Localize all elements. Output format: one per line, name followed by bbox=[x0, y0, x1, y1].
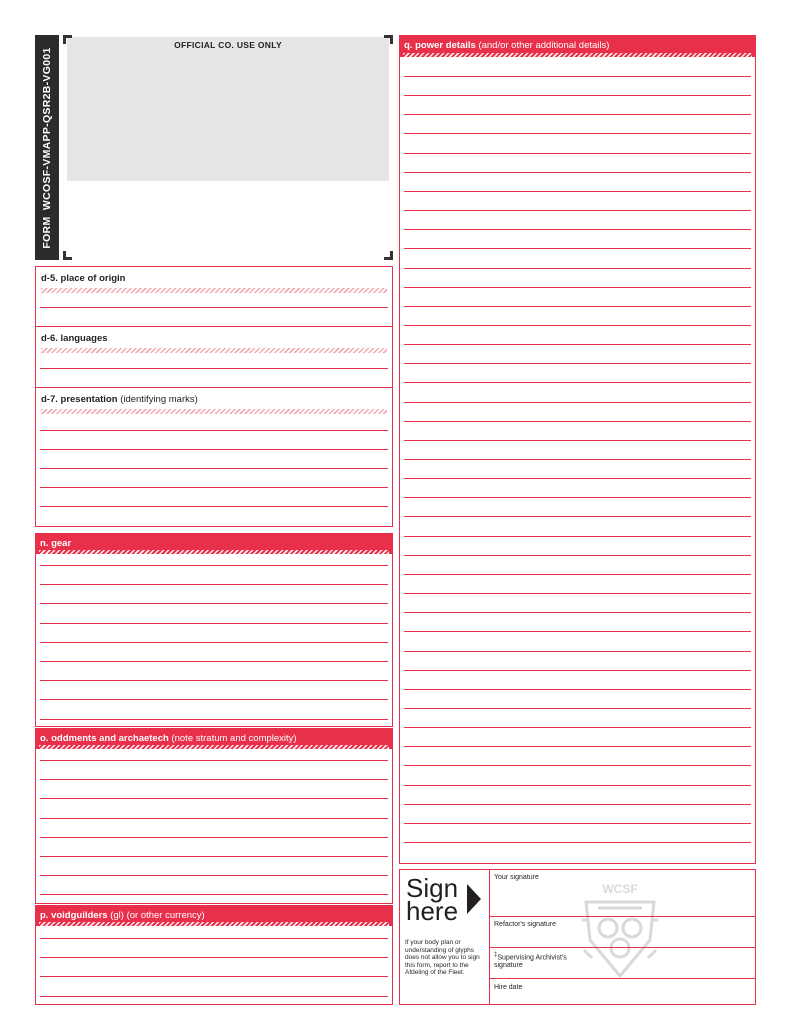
write-line[interactable] bbox=[404, 536, 751, 537]
form-id-code: WCOSF-VMAPP-QSR2B-VG001 bbox=[41, 46, 53, 210]
supervising-signature-text: Supervising Archivist's signature bbox=[494, 954, 567, 970]
write-line[interactable] bbox=[404, 191, 751, 192]
write-line[interactable] bbox=[40, 760, 388, 761]
oddments-note: (note stratum and complexity) bbox=[171, 733, 297, 744]
write-line[interactable] bbox=[40, 449, 388, 450]
write-line[interactable] bbox=[404, 306, 751, 307]
write-line[interactable] bbox=[404, 670, 751, 671]
hatch-strip bbox=[41, 348, 387, 353]
wcsf-emblem-icon bbox=[578, 880, 662, 990]
form-id-text bbox=[41, 47, 53, 248]
write-line[interactable] bbox=[404, 842, 751, 843]
write-line[interactable] bbox=[40, 468, 388, 469]
write-line[interactable] bbox=[404, 631, 751, 632]
write-line[interactable] bbox=[40, 307, 388, 308]
write-line[interactable] bbox=[404, 76, 751, 77]
place-of-origin-label-text: d-5. place of origin bbox=[41, 273, 126, 284]
voidguilders-note: (gl) (or other currency) bbox=[110, 910, 205, 921]
write-line[interactable] bbox=[404, 651, 751, 652]
sign-divider bbox=[489, 870, 490, 1004]
write-line[interactable] bbox=[404, 382, 751, 383]
languages-section bbox=[35, 326, 393, 388]
write-line[interactable] bbox=[40, 603, 388, 604]
presentation-note: (identifying marks) bbox=[120, 394, 198, 405]
write-line[interactable] bbox=[40, 487, 388, 488]
form-id-tab bbox=[35, 35, 59, 260]
write-line[interactable] bbox=[404, 402, 751, 403]
write-line[interactable] bbox=[40, 584, 388, 585]
write-line[interactable] bbox=[404, 172, 751, 173]
write-line[interactable] bbox=[404, 555, 751, 556]
arrow-right-icon bbox=[467, 884, 481, 914]
power-details-header bbox=[399, 35, 756, 57]
write-line[interactable] bbox=[404, 153, 751, 154]
gear-lined-area bbox=[35, 554, 393, 727]
emblem-text: WCSF bbox=[602, 882, 638, 896]
oddments-label: o. oddments and archaetech bbox=[40, 733, 169, 744]
place-of-origin-label bbox=[41, 273, 125, 284]
your-signature-label: Your signature bbox=[494, 874, 539, 881]
write-line[interactable] bbox=[404, 459, 751, 460]
supervising-mark: ‡ bbox=[494, 952, 498, 958]
write-line[interactable] bbox=[40, 837, 388, 838]
write-line[interactable] bbox=[404, 574, 751, 575]
gear-label: n. gear bbox=[40, 538, 72, 549]
write-line[interactable] bbox=[404, 516, 751, 517]
write-line[interactable] bbox=[40, 798, 388, 799]
write-line[interactable] bbox=[404, 478, 751, 479]
write-line[interactable] bbox=[404, 133, 751, 134]
official-use-title: OFFICIAL CO. USE ONLY bbox=[174, 40, 282, 50]
write-line[interactable] bbox=[40, 875, 388, 876]
write-line[interactable] bbox=[404, 746, 751, 747]
write-line[interactable] bbox=[40, 996, 388, 997]
power-details-label: q. power details bbox=[404, 40, 476, 51]
write-line[interactable] bbox=[404, 497, 751, 498]
official-use-contents bbox=[63, 35, 393, 260]
form-id-prefix: FORM bbox=[41, 216, 53, 249]
write-line[interactable] bbox=[404, 785, 751, 786]
write-line[interactable] bbox=[40, 957, 388, 958]
write-line[interactable] bbox=[404, 823, 751, 824]
voidguilders-label: p. voidguilders bbox=[40, 910, 108, 921]
write-line[interactable] bbox=[40, 661, 388, 662]
hire-date-label: Hire date bbox=[494, 984, 523, 991]
presentation-label-text: d-7. presentation bbox=[41, 394, 118, 405]
write-line[interactable] bbox=[40, 368, 388, 369]
sign-word: Sign bbox=[406, 873, 459, 903]
write-line[interactable] bbox=[404, 287, 751, 288]
write-line[interactable] bbox=[404, 689, 751, 690]
presentation-label bbox=[41, 394, 198, 405]
write-line[interactable] bbox=[40, 976, 388, 977]
write-line[interactable] bbox=[40, 623, 388, 624]
supervising-signature-label bbox=[494, 951, 589, 970]
write-line[interactable] bbox=[404, 229, 751, 230]
write-line[interactable] bbox=[404, 114, 751, 115]
write-line[interactable] bbox=[40, 680, 388, 681]
write-line[interactable] bbox=[404, 210, 751, 211]
write-line[interactable] bbox=[40, 699, 388, 700]
write-line[interactable] bbox=[404, 363, 751, 364]
write-line[interactable] bbox=[404, 612, 751, 613]
oddments-lined-area bbox=[35, 749, 393, 904]
place-of-origin-section bbox=[35, 266, 393, 327]
languages-label bbox=[41, 333, 108, 344]
hatch-strip bbox=[41, 288, 387, 293]
here-word: here bbox=[406, 896, 459, 926]
write-line[interactable] bbox=[40, 565, 388, 566]
hatch-strip bbox=[41, 409, 387, 414]
write-line[interactable] bbox=[404, 95, 751, 96]
write-line[interactable] bbox=[40, 856, 388, 857]
power-details-lined-area bbox=[399, 57, 756, 864]
write-line[interactable] bbox=[40, 430, 388, 431]
write-line[interactable] bbox=[40, 506, 388, 507]
write-line[interactable] bbox=[404, 708, 751, 709]
write-line[interactable] bbox=[40, 818, 388, 819]
voidguilders-lined-area bbox=[35, 926, 393, 1005]
voidguilders-header bbox=[35, 905, 393, 926]
write-line[interactable] bbox=[404, 325, 751, 326]
write-line[interactable] bbox=[404, 593, 751, 594]
write-line[interactable] bbox=[404, 248, 751, 249]
write-line[interactable] bbox=[404, 727, 751, 728]
oddments-header bbox=[35, 728, 393, 749]
write-line[interactable] bbox=[40, 894, 388, 895]
write-line[interactable] bbox=[404, 421, 751, 422]
gear-header bbox=[35, 533, 393, 554]
write-line[interactable] bbox=[404, 440, 751, 441]
refactor-signature-label: Refactor's signature bbox=[494, 921, 557, 928]
sign-here-heading bbox=[406, 873, 459, 926]
power-details-note: (and/or other additional details) bbox=[478, 40, 610, 51]
write-line[interactable] bbox=[40, 779, 388, 780]
write-line[interactable] bbox=[40, 719, 388, 720]
languages-label-text: d-6. languages bbox=[41, 333, 108, 344]
write-line[interactable] bbox=[404, 268, 751, 269]
write-line[interactable] bbox=[404, 765, 751, 766]
presentation-section bbox=[35, 387, 393, 527]
sign-note: If your body plan or understanding of glyphs does not allow you to sign this form, report to the Afdeling of the Fleet. bbox=[405, 939, 480, 977]
write-line[interactable] bbox=[40, 938, 388, 939]
write-line[interactable] bbox=[404, 804, 751, 805]
write-line[interactable] bbox=[40, 642, 388, 643]
write-line[interactable] bbox=[404, 344, 751, 345]
